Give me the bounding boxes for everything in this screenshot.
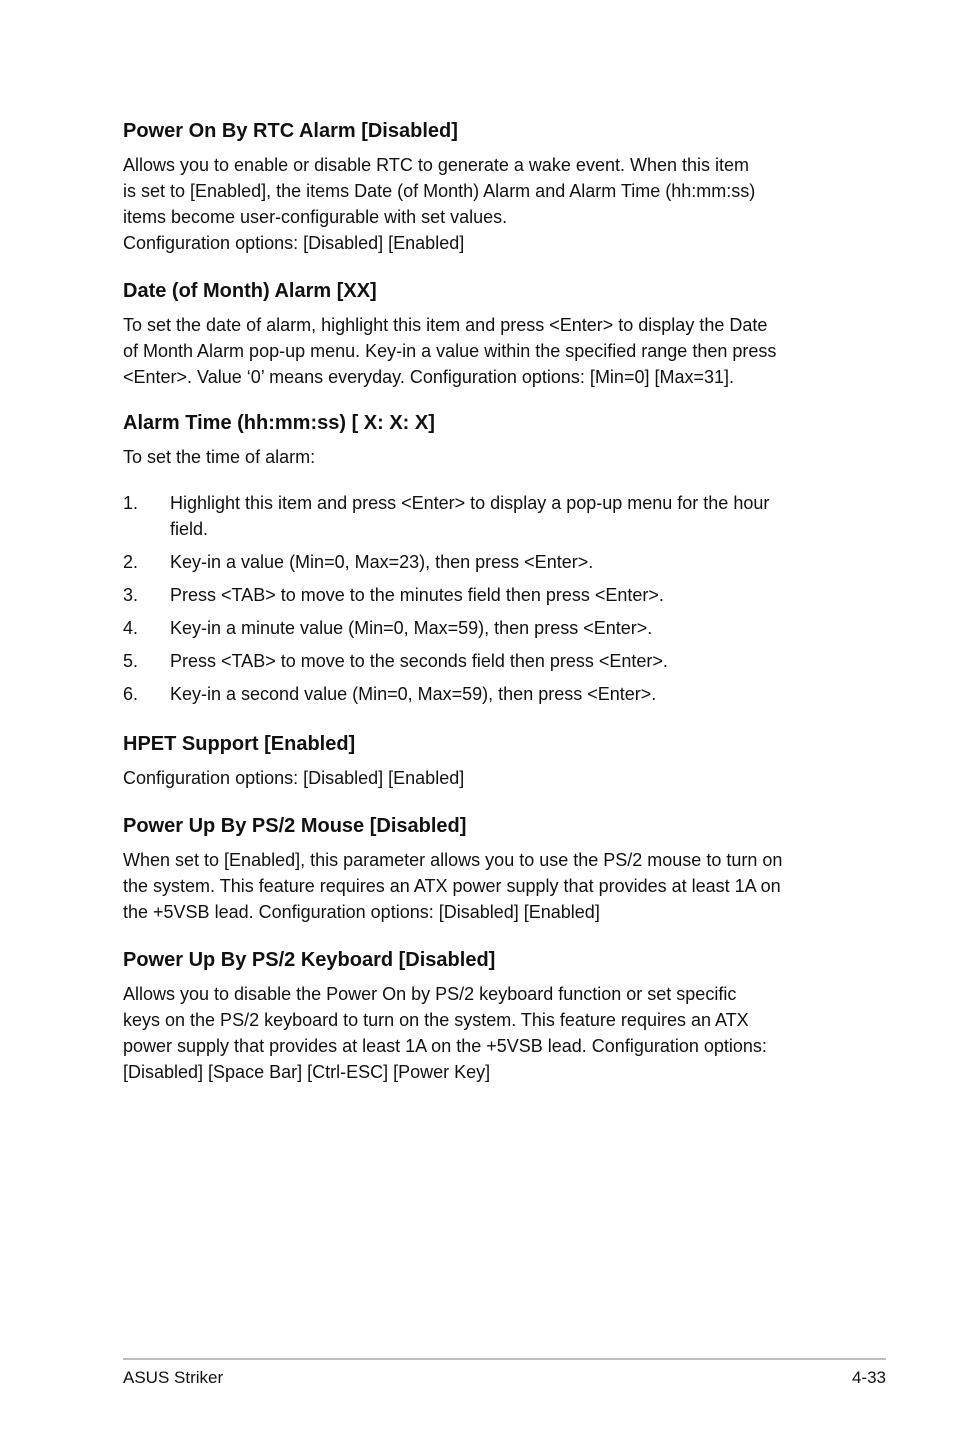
body-line: [Disabled] [Space Bar] [Ctrl-ESC] [Power Key] <box>123 1062 491 1082</box>
step-number: 4. <box>123 618 139 638</box>
body-line: of Month Alarm pop-up menu. Key-in a value within the specified range then press <box>123 341 777 361</box>
list-item <box>123 681 843 707</box>
section-rtc-alarm <box>123 118 843 256</box>
section-body <box>123 312 843 390</box>
body-line: items become user-configurable with set values. <box>123 207 508 227</box>
section-ps2-mouse <box>123 813 843 925</box>
section-ps2-keyboard <box>123 947 843 1085</box>
body-line: Configuration options: [Disabled] [Enabled] <box>123 233 465 253</box>
section-heading: Power Up By PS/2 Mouse [Disabled] <box>123 815 467 837</box>
footer-product-name: ASUS Striker <box>123 1368 224 1387</box>
section-date-alarm <box>123 278 843 390</box>
body-line: To set the time of alarm: <box>123 447 316 467</box>
section-heading: Power Up By PS/2 Keyboard [Disabled] <box>123 949 496 971</box>
body-line: Allows you to enable or disable RTC to generate a wake event. When this item <box>123 155 750 175</box>
step-number: 2. <box>123 552 139 572</box>
section-hpet <box>123 731 843 791</box>
section-body <box>123 981 843 1085</box>
body-line: keys on the PS/2 keyboard to turn on the system. This feature requires an ATX <box>123 1010 749 1030</box>
list-item <box>123 648 843 674</box>
section-heading: Alarm Time (hh:mm:ss) [ X: X: X] <box>123 412 435 434</box>
body-line: To set the date of alarm, highlight this item and press <Enter> to display the Date <box>123 315 768 335</box>
body-line: Allows you to disable the Power On by PS/2 keyboard function or set specific <box>123 984 737 1004</box>
list-item <box>123 582 843 608</box>
list-item <box>123 490 843 542</box>
footer-divider <box>123 1358 886 1360</box>
section-heading: Power On By RTC Alarm [Disabled] <box>123 120 458 142</box>
list-item <box>123 549 843 575</box>
section-body <box>123 847 843 925</box>
step-text: Press <TAB> to move to the seconds field then press <Enter>. <box>170 651 668 671</box>
section-heading: Date (of Month) Alarm [XX] <box>123 280 377 302</box>
step-number: 3. <box>123 585 139 605</box>
step-number: 1. <box>123 493 139 513</box>
body-line: is set to [Enabled], the items Date (of Month) Alarm and Alarm Time (hh:mm:ss) <box>123 181 756 201</box>
body-line: <Enter>. Value ‘0’ means everyday. Configuration options: [Min=0] [Max=31]. <box>123 367 735 387</box>
step-text: Key-in a second value (Min=0, Max=59), then press <Enter>. <box>170 684 657 704</box>
section-body <box>123 765 843 791</box>
section-alarm-time <box>123 410 843 470</box>
body-line: the +5VSB lead. Configuration options: [Disabled] [Enabled] <box>123 902 600 922</box>
step-text: Highlight this item and press <Enter> to display a pop-up menu for the hour <box>170 493 770 513</box>
section-body <box>123 444 843 470</box>
section-body <box>123 152 843 256</box>
section-heading: HPET Support [Enabled] <box>123 733 356 755</box>
body-line: power supply that provides at least 1A on the +5VSB lead. Configuration options: <box>123 1036 767 1056</box>
footer-page-number: 4-33 <box>851 1368 886 1387</box>
body-line: When set to [Enabled], this parameter allows you to use the PS/2 mouse to turn on <box>123 850 783 870</box>
body-line: Configuration options: [Disabled] [Enabled] <box>123 768 465 788</box>
alarm-time-steps <box>123 490 843 714</box>
step-text: Press <TAB> to move to the minutes field then press <Enter>. <box>170 585 664 605</box>
step-text: Key-in a minute value (Min=0, Max=59), then press <Enter>. <box>170 618 653 638</box>
step-text: Key-in a value (Min=0, Max=23), then press <Enter>. <box>170 552 594 572</box>
step-text: field. <box>170 519 209 539</box>
list-item <box>123 615 843 641</box>
body-line: the system. This feature requires an ATX power supply that provides at least 1A on <box>123 876 781 896</box>
step-number: 5. <box>123 651 139 671</box>
step-number: 6. <box>123 684 139 704</box>
